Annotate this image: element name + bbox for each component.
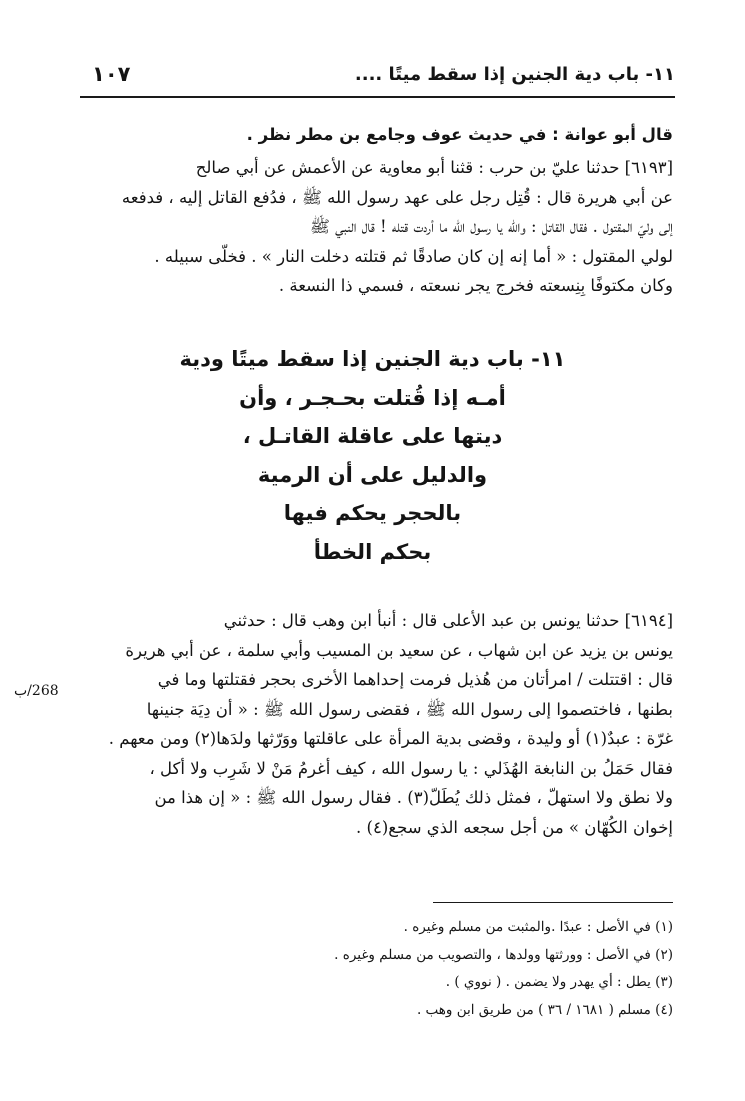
running-title: ١١- باب دية الجنين إذا سقط ميتًا .... <box>354 64 675 85</box>
intro-line: قال أبو عوانة : في حديث عوف وجامع بن مطر نظر . <box>246 125 673 144</box>
hadith-6194-line: بطنها ، فاختصموا إلى رسول الله ﷺ ، فقضى رسول الله ﷺ : « أن دِيَة جنينها <box>146 699 673 719</box>
chapter-title-line: بالحجر يحكم فيها <box>283 501 462 525</box>
chapter-title-line: ديتها على عاقلة القاتـل ، <box>242 424 503 448</box>
hadith-6194-line: ولا نطق ولا استهلّ ، فمثل ذلك يُطَلّ(٣) . فقال رسول الله ﷺ : « إن هذا من <box>154 788 673 807</box>
footnote: (٣) يطل : أي يهدر ولا يضمن . ( نووي ) . <box>445 974 673 990</box>
hadith-6194-line: [٦١٩٤] حدثنا يونس بن عبد الأعلى قال : أنبأ ابن وهب قال : حدثني <box>223 611 673 630</box>
header-rule <box>80 96 675 98</box>
hadith-6194-line: يونس بن يزيد عن ابن شهاب ، عن سعيد بن المسيب وأبي سلمة ، عن أبي هريرة <box>125 640 673 660</box>
hadith-6193-line: لولي المقتول : « أما إنه إن كان صادقًا ثم قتلته دخلت النار » . فخلّى سبيله . <box>154 246 673 266</box>
hadith-6193-line: إلى وليّ المقتول . فقال القاتل : والله يا رسول الله ما أردت قتله ! قال النبي ﷺ <box>309 217 673 236</box>
manuscript-folio-note: 268/ب <box>14 683 59 699</box>
intro-paragraph <box>78 120 673 150</box>
footnote: (١) في الأصل : عبدًا .والمثبت من مسلم وغيره . <box>403 919 673 935</box>
hadith-6193-line: عن أبي هريرة قال : قُتِل رجل على عهد رسول الله ﷺ ، فدُفع القاتل إليه ، فدفعه <box>121 187 673 207</box>
page-header <box>80 58 675 98</box>
hadith-6194 <box>78 606 673 842</box>
page-number: ١٠٧ <box>92 62 131 86</box>
footnote: (٤) مسلم ( ١٦٨١ / ٣٦ ) من طريق ابن وهب . <box>416 1001 673 1018</box>
hadith-6194-line: قال : اقتتلت / امرأتان من هُذيل فرمت إحداهما الأخرى بحجر فقتلتها وما في <box>157 670 673 689</box>
chapter-title <box>120 340 625 571</box>
chapter-title-line: ١١- باب دية الجنين إذا سقط ميتًا ودية <box>179 347 566 371</box>
footnote-rule <box>433 902 673 903</box>
hadith-6193-line: وكان مكتوفًا بِنِسعته فخرج يجر نسعته ، فسمي ذا النسعة . <box>278 276 673 295</box>
hadith-6193-line: [٦١٩٣] حدثنا عليّ بن حرب : قثنا أبو معاوية عن الأعمش عن أبي صالح <box>195 158 673 177</box>
footnote: (٢) في الأصل : وورثتها وولدها ، والتصويب من مسلم وغيره . <box>334 946 673 963</box>
hadith-6193 <box>78 153 673 301</box>
footnotes <box>150 914 673 1024</box>
chapter-title-line: والدليل على أن الرمية <box>257 462 488 487</box>
hadith-6194-line: غرّة : عبدٌ(١) أو وليدة ، وقضى بدية المرأة على عاقلتها ووَرّثها ولدَها(٢) ومن معهم . <box>108 729 673 748</box>
chapter-title-line: أمـه إذا قُتلت بحـجـر ، وأن <box>239 385 506 410</box>
chapter-title-line: بحكم الخطأ <box>313 539 432 564</box>
hadith-6194-line: فقال حَمَلُ بن النابغة الهُذَلي : يا رسول الله ، كيف أغرمُ مَنْ لا شَرِب ولا أكل ، <box>149 758 673 778</box>
hadith-6194-line: إخوان الكُهّان » من أجل سجعه الذي سجع(٤) . <box>356 817 673 837</box>
